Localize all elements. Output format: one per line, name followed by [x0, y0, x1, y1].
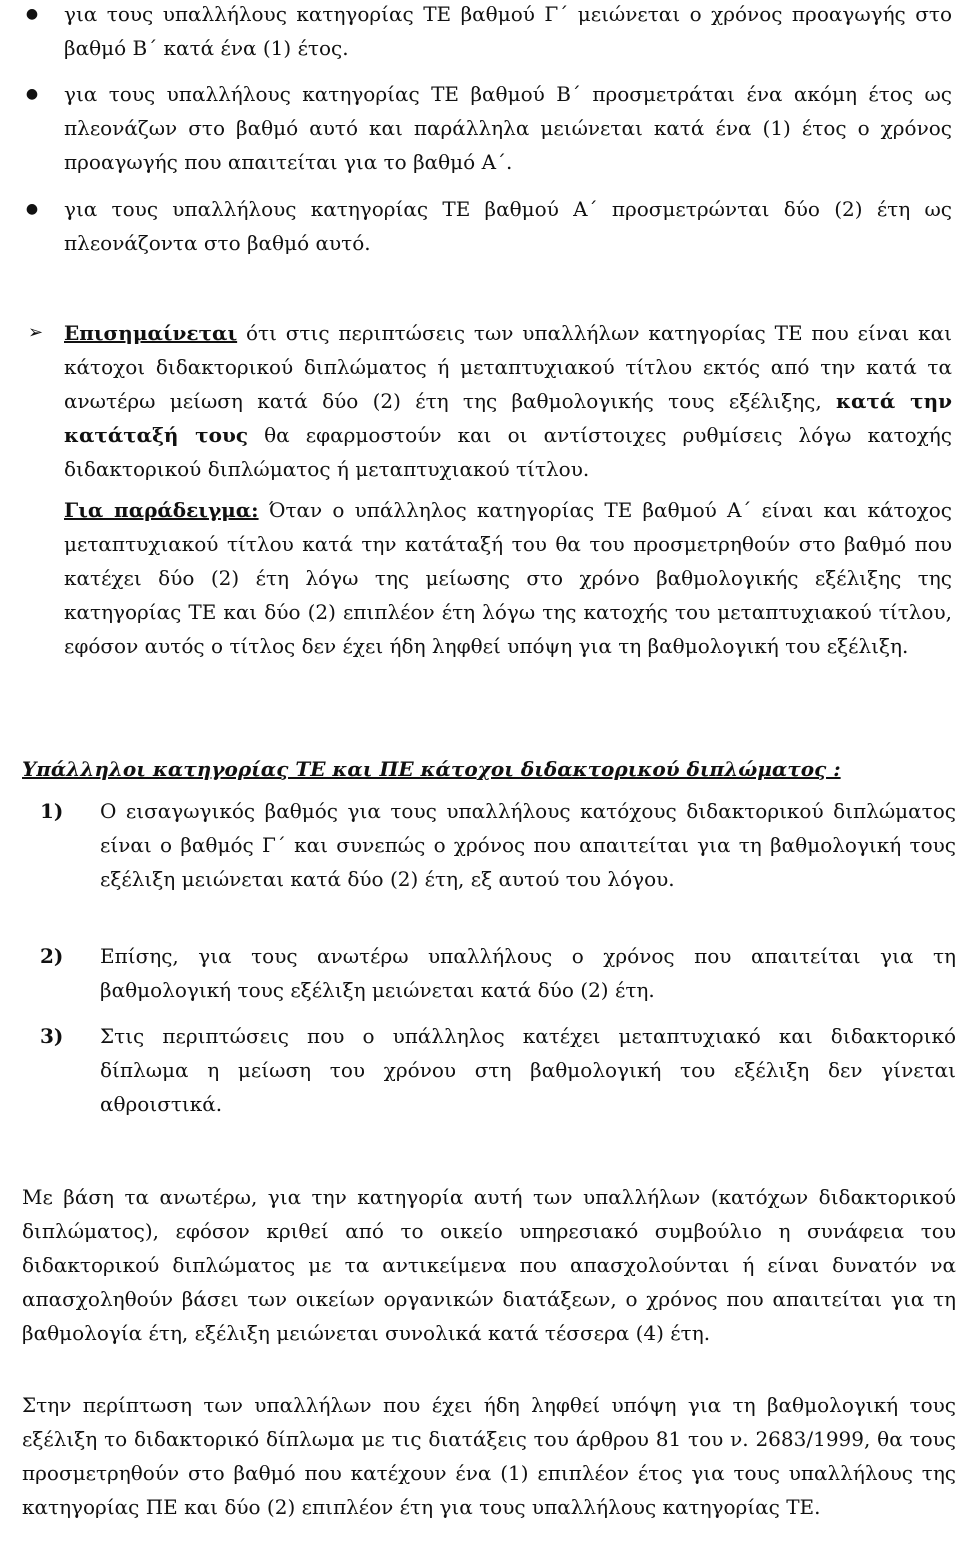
- note-label: Επισημαίνεται: [64, 321, 238, 345]
- paragraph-1: [22, 1180, 956, 1350]
- bullet-text: για τους υπαλλήλους κατηγορίας ΤΕ βαθμού Β΄ προσμετράται ένα ακόμη έτος ως πλεονάζων στο βαθμό αυτό και παράλληλα μειώνεται κατά ένα (1) έτος ο χρόνος προαγωγής που απαιτείται για το βαθμό Α΄.: [64, 82, 952, 174]
- item-number: 2): [40, 944, 64, 968]
- example-block: [22, 493, 952, 663]
- item-number: 3): [40, 1024, 64, 1048]
- bullet-icon: ●: [25, 6, 39, 22]
- numbered-item-1: [22, 794, 956, 896]
- example-label: Για παράδειγμα:: [64, 498, 259, 522]
- numbered-item-3: [22, 1019, 956, 1121]
- bullet-text: για τους υπαλλήλους κατηγορίας ΤΕ βαθμού Α΄ προσμετρώνται δύο (2) έτη ως πλεονάζοντα στο βαθμό αυτό.: [64, 197, 952, 255]
- bullet-icon: ●: [25, 86, 39, 102]
- bullet-icon: ●: [25, 201, 39, 217]
- section-heading: Υπάλληλοι κατηγορίας ΤΕ και ΠΕ κάτοχοι διδακτορικού διπλώματος :: [22, 757, 841, 781]
- note-emphasis: κατά την κατάταξή τους: [64, 389, 952, 447]
- item-text: Επίσης, για τους ανωτέρω υπαλλήλους ο χρόνος που απαιτείται για τη βαθμολογική τους εξέλιξη μειώνεται κατά δύο (2) έτη.: [100, 944, 956, 1002]
- bullet-item: [22, 192, 952, 260]
- numbered-item-2: [22, 939, 956, 1007]
- note-text: Επισημαίνεται ότι στις περιπτώσεις των υπαλλήλων κατηγορίας ΤΕ που είναι και κάτοχοι διδακτορικού διπλώματος ή μεταπτυχιακού τίτλου εκτός από την κατά τα ανωτέρω μείωση κατά δύο (2) έτη της βαθμολογικής τους εξέλιξης, κατά την κατάταξή τους θα εφαρμοστούν και οι αντίστοιχες ρυθμίσεις λόγω κατοχής διδακτορικού διπλώματος ή μεταπτυχιακού τίτλου.: [64, 321, 952, 481]
- item-number: 1): [40, 799, 64, 823]
- item-text: Στις περιπτώσεις που ο υπάλληλος κατέχει μεταπτυχιακό και διδακτορικό δίπλωμα η μείωση του χρόνου στη βαθμολογική του εξέλιξη δεν γίνεται αθροιστικά.: [100, 1024, 956, 1116]
- bullet-text: για τους υπαλλήλους κατηγορίας ΤΕ βαθμού Γ΄ μειώνεται ο χρόνος προαγωγής στο βαθμό Β΄ κατά ένα (1) έτος.: [64, 2, 952, 60]
- example-text: Για παράδειγμα: Όταν ο υπάλληλος κατηγορίας ΤΕ βαθμού Α΄ είναι και κάτοχος μεταπτυχιακού τίτλου κατά την κατάταξή του θα του προσμετρηθούν στο βαθμό που κατέχει δύο (2) έτη λόγω της μείωσης στο χρόνο βαθμολογικής εξέλιξης της κατηγορίας ΤΕ και δύο (2) επιπλέον έτη λόγω της κατοχής του μεταπτυχιακού τίτλου, εφόσον αυτός ο τίτλος δεν έχει ήδη ληφθεί υπόψη για τη βαθμολογική του εξέλιξη.: [64, 498, 953, 658]
- arrow-icon: ➢: [28, 322, 44, 343]
- bullet-item: [22, 77, 952, 179]
- paragraph-text: Στην περίπτωση των υπαλλήλων που έχει ήδη ληφθεί υπόψη για τη βαθμολογική τους εξέλιξη το διδακτορικό δίπλωμα με τις διατάξεις του άρθρου 81 του ν. 2683/1999, θα τους προσμετρηθούν στο βαθμό που κατέχουν ένα (1) επιπλέον έτος για τους υπαλλήλους της κατηγορίας ΠΕ και δύο (2) επιπλέον έτη για τους υπαλλήλους κατηγορίας ΤΕ.: [22, 1393, 956, 1519]
- bullet-item: [22, 0, 952, 65]
- item-text: Ο εισαγωγικός βαθμός για τους υπαλλήλους κατόχους διδακτορικού διπλώματος είναι ο βαθμός Γ΄ και συνεπώς ο χρόνος που απαιτείται για τη βαθμολογική τους εξέλιξη μειώνεται κατά δύο (2) έτη, εξ αυτού του λόγου.: [100, 799, 956, 891]
- paragraph-text: Με βάση τα ανωτέρω, για την κατηγορία αυτή των υπαλλήλων (κατόχων διδακτορικού διπλώματος), εφόσον κριθεί από το οικείο υπηρεσιακό συμβούλιο η συνάφεια του διδακτορικού διπλώματος με τα αντικείμενα που απασχολούνται ή είναι δυνατόν να απασχοληθούν βάσει των οικείων οργανικών διατάξεων, ο χρόνος που απαιτείται για τη βαθμολογία έτη, εξέλιξη μειώνεται συνολικά κατά τέσσερα (4) έτη.: [22, 1185, 956, 1345]
- paragraph-2: [22, 1388, 956, 1524]
- note-block: [22, 316, 952, 486]
